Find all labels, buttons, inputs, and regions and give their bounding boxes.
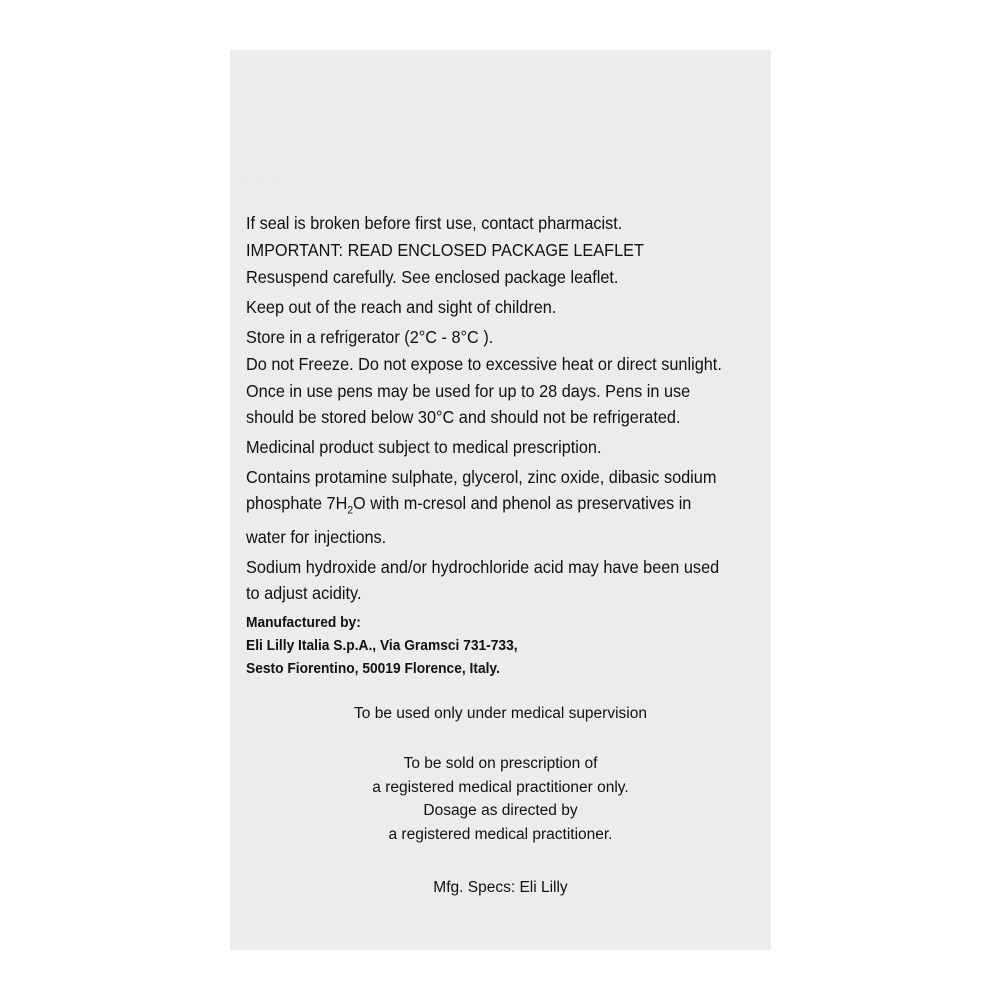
prescription-block bbox=[230, 752, 771, 846]
supervision-notice bbox=[230, 702, 771, 726]
acidity-note: Sodium hydroxide and/or hydrochloride acid may have been used to adjust acidity. bbox=[246, 556, 720, 603]
manufacturer-block bbox=[246, 612, 518, 681]
label-panel bbox=[230, 50, 771, 950]
ingredients-part-2: O with m-cresol and phenol as preservatives in water for injections. bbox=[246, 493, 692, 547]
prescription-line: To be sold on prescription of bbox=[403, 755, 598, 772]
mfg-specs bbox=[230, 876, 771, 900]
prescription-line: Dosage as directed by bbox=[423, 802, 578, 819]
prescription-line: a registered medical practitioner only. bbox=[372, 778, 629, 796]
print-specks: · · · bbox=[242, 174, 282, 180]
in-use-instruction: Once in use pens may be used for up to 28 days. Pens in use should be stored below 30°C and should not be refrigerated. bbox=[246, 381, 691, 427]
freeze-warning: Do not Freeze. Do not expose to excessive heat or direct sunlight. bbox=[246, 354, 722, 374]
prescription-notice: Medicinal product subject to medical prescription. bbox=[246, 437, 602, 457]
manufacturer-address-line1: Eli Lilly Italia S.p.A., Via Gramsci 731-733, bbox=[246, 638, 518, 654]
ingredients-text bbox=[246, 464, 730, 550]
supervision-text: To be used only under medical supervision bbox=[354, 705, 647, 722]
manufacturer-address-line2: Sesto Fiorentino, 50019 Florence, Italy. bbox=[246, 661, 500, 677]
important-notice: IMPORTANT: READ ENCLOSED PACKAGE LEAFLET bbox=[246, 240, 644, 260]
seal-warning: If seal is broken before first use, contact pharmacist. bbox=[246, 213, 623, 233]
ingredients-subscript: 2 bbox=[347, 504, 354, 517]
ingredients-part-1: Contains protamine sulphate, glycerol, zinc oxide, dibasic sodium phosphate 7H bbox=[246, 467, 717, 513]
mfg-specs-text: Mfg. Specs: Eli Lilly bbox=[433, 879, 568, 896]
storage-instruction: Store in a refrigerator (2°C - 8°C ). bbox=[246, 327, 494, 347]
children-warning: Keep out of the reach and sight of children. bbox=[246, 297, 557, 317]
label-main-text bbox=[246, 210, 730, 610]
manufacturer-heading: Manufactured by: bbox=[246, 615, 361, 631]
prescription-line: a registered medical practitioner. bbox=[388, 825, 613, 843]
resuspend-instruction: Resuspend carefully. See enclosed package leaflet. bbox=[246, 267, 619, 287]
